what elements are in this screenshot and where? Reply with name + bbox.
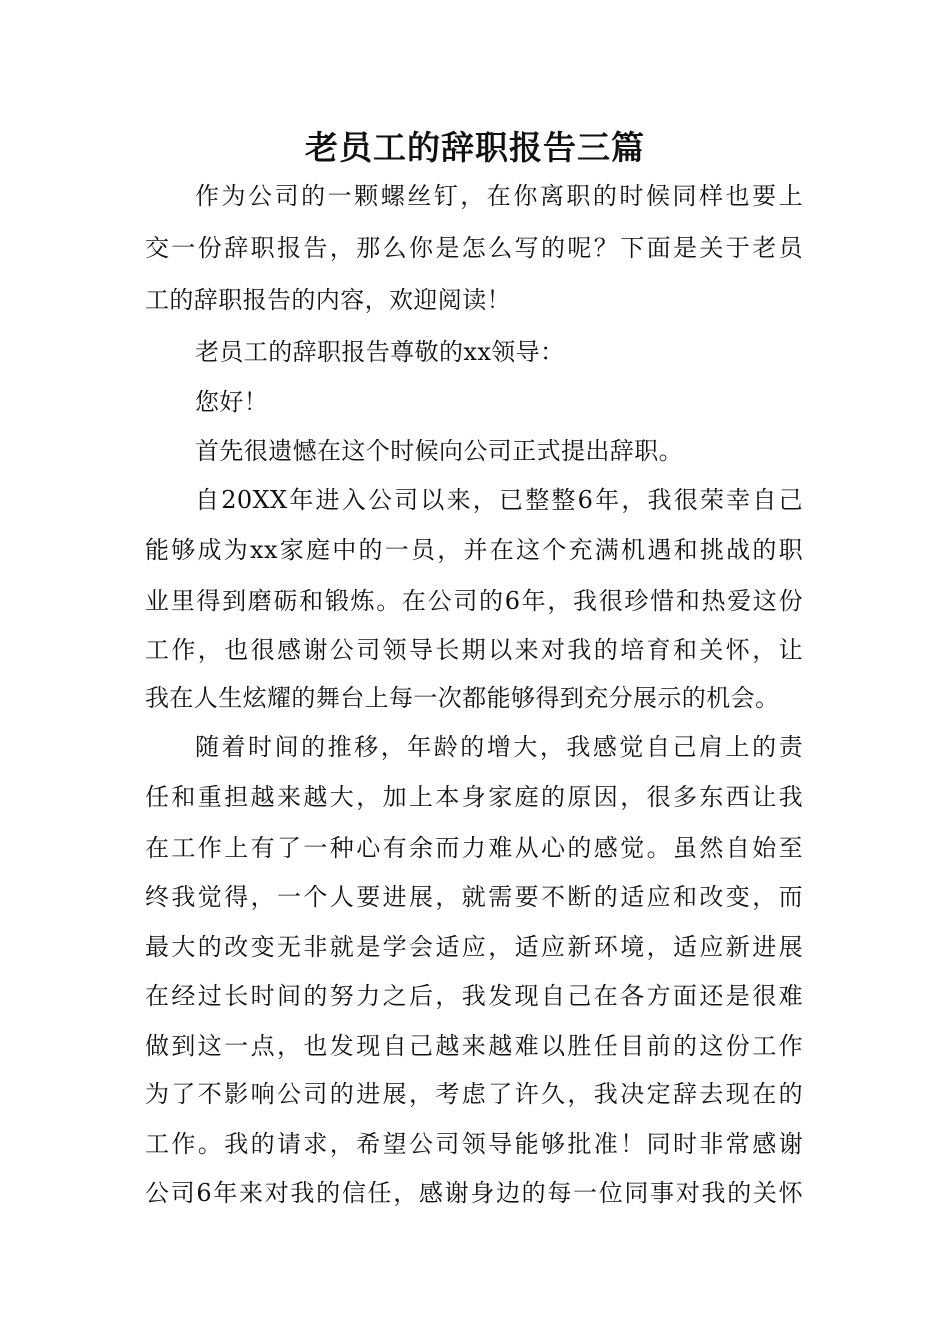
paragraph-line: 在经过长时间的努力之后，我发现自己在各方面还是很难 (145, 982, 803, 1010)
paragraph-line: 公司6年来对我的信任，感谢身边的每一位同事对我的关怀 (145, 1179, 803, 1207)
paragraph-line: 老员工的辞职报告尊敬的xx领导： (195, 338, 565, 366)
paragraph-line: 您好！ (195, 388, 269, 416)
paragraph-line: 作为公司的一颗螺丝钉，在你离职的时候同样也要上 (195, 182, 803, 210)
paragraph-line: 交一份辞职报告，那么你是怎么写的呢？下面是关于老员 (145, 234, 803, 262)
paragraph-line: 任和重担越来越大，加上本身家庭的原因，很多东西让我 (145, 783, 803, 811)
paragraph-line: 工作，也很感谢公司领导长期以来对我的培育和关怀，让 (145, 636, 803, 664)
paragraph-line: 能够成为xx家庭中的一员，并在这个充满机遇和挑战的职 (145, 536, 803, 564)
paragraph-line: 最大的改变无非就是学会适应，适应新环境，适应新进展 (145, 933, 803, 961)
paragraph-line: 为了不影响公司的进展，考虑了许久，我决定辞去现在的 (145, 1080, 803, 1108)
paragraph-line: 自20XX年进入公司以来，已整整6年，我很荣幸自己 (195, 486, 803, 514)
paragraph-line: 终我觉得，一个人要进展，就需要不断的适应和改变，而 (145, 883, 803, 911)
paragraph-line: 业里得到磨砺和锻炼。在公司的6年，我很珍惜和热爱这份 (145, 587, 803, 615)
paragraph-line: 做到这一点，也发现自己越来越难以胜任目前的这份工作 (145, 1032, 803, 1060)
paragraph-line: 随着时间的推移，年龄的增大，我感觉自己肩上的责 (195, 733, 803, 761)
paragraph-line: 工的辞职报告的内容，欢迎阅读！ (145, 286, 511, 314)
document-title: 老员工的辞职报告三篇 (305, 128, 645, 167)
paragraph-line: 工作。我的请求，希望公司领导能够批准！同时非常感谢 (145, 1130, 803, 1158)
paragraph-line: 在工作上有了一种心有余而力难从心的感觉。虽然自始至 (145, 834, 803, 862)
paragraph-line: 我在人生炫耀的舞台上每一次都能够得到充分展示的机会。 (145, 684, 780, 712)
paragraph-line: 首先很遗憾在这个时候向公司正式提出辞职。 (195, 437, 683, 465)
